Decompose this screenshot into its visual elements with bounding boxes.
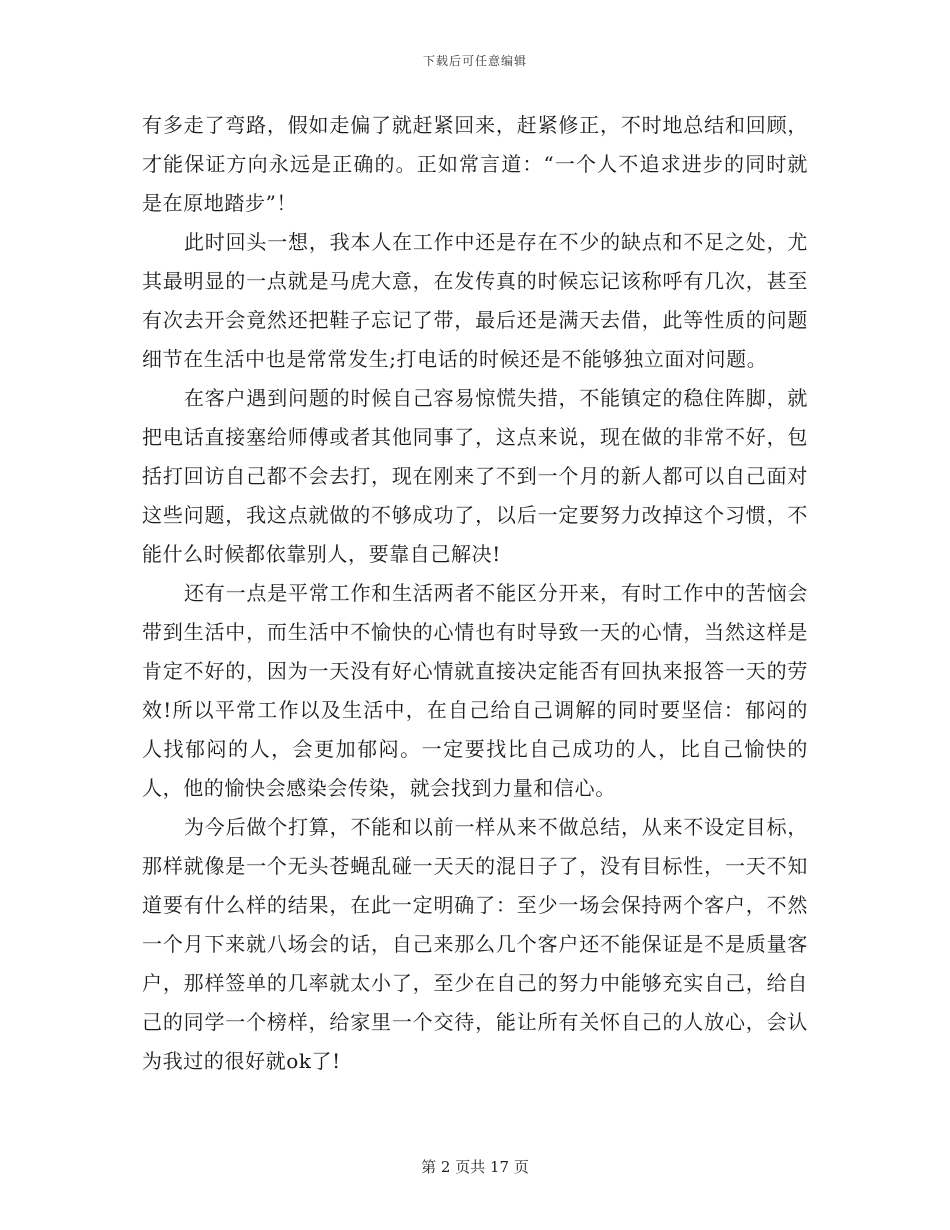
document-body: [142, 106, 808, 1081]
page-number: 第 2 页共 17 页: [421, 1158, 529, 1176]
paragraph-continuation: 有多走了弯路，假如走偏了就赶紧回来，赶紧修正，不时地总结和回顾，才能保证方向永远是正确的。正如常言道：“一个人不追求进步的同时就是在原地踏步”！: [142, 113, 808, 215]
paragraph-shortcomings: 此时回头一想，我本人在工作中还是存在不少的缺点和不足之处，尤其最明显的一点就是马虎大意，在发传真的时候忘记该称呼有几次，甚至有次去开会竟然还把鞋子忘记了带，最后还是满天去借，此等性质的问题细节在生活中也是常常发生;打电话的时候还是不能够独立面对问题。: [142, 230, 808, 371]
page-header-note: 下载后可任意编辑: [422, 54, 527, 68]
paragraph-future-plans: 为今后做个打算，不能和以前一样从来不做总结，从来不设定目标，那样就像是一个无头苍蝇乱碰一天天的混日子了，没有目标性，一天不知道要有什么样的结果，在此一定明确了：至少一场会保持两个客户，不然一个月下来就八场会的话，自己来那么几个客户还不能保证是不是质量客户，那样签单的几率就太小了，至少在自己的努力中能够充实自己，给自己的同学一个榜样，给家里一个交待，能让所有关怀自己的人放心，会认为我过的很好就ok了!: [142, 815, 808, 1073]
paragraph-customer-issues: 在客户遇到问题的时候自己容易惊慌失措，不能镇定的稳住阵脚，就把电话直接塞给师傅或者其他同事了，这点来说，现在做的非常不好，包括打回访自己都不会去打，现在刚来了不到一个月的新人都可以自己面对这些问题，我这点就做的不够成功了，以后一定要努力改掉这个习惯，不能什么时候都依靠别人，要靠自己解决!: [142, 386, 808, 566]
paragraph-work-life-balance: 还有一点是平常工作和生活两者不能区分开来，有时工作中的苦恼会带到生活中，而生活中不愉快的心情也有时导致一天的心情，当然这样是肯定不好的，因为一天没有好心情就直接决定能否有回执来报答一天的劳效!所以平常工作以及生活中，在自己给自己调解的同时要坚信：郁闷的人找郁闷的人，会更加郁闷。一定要找比自己成功的人，比自己愉快的人，他的愉快会感染会传染，就会找到力量和信心。: [142, 581, 808, 800]
